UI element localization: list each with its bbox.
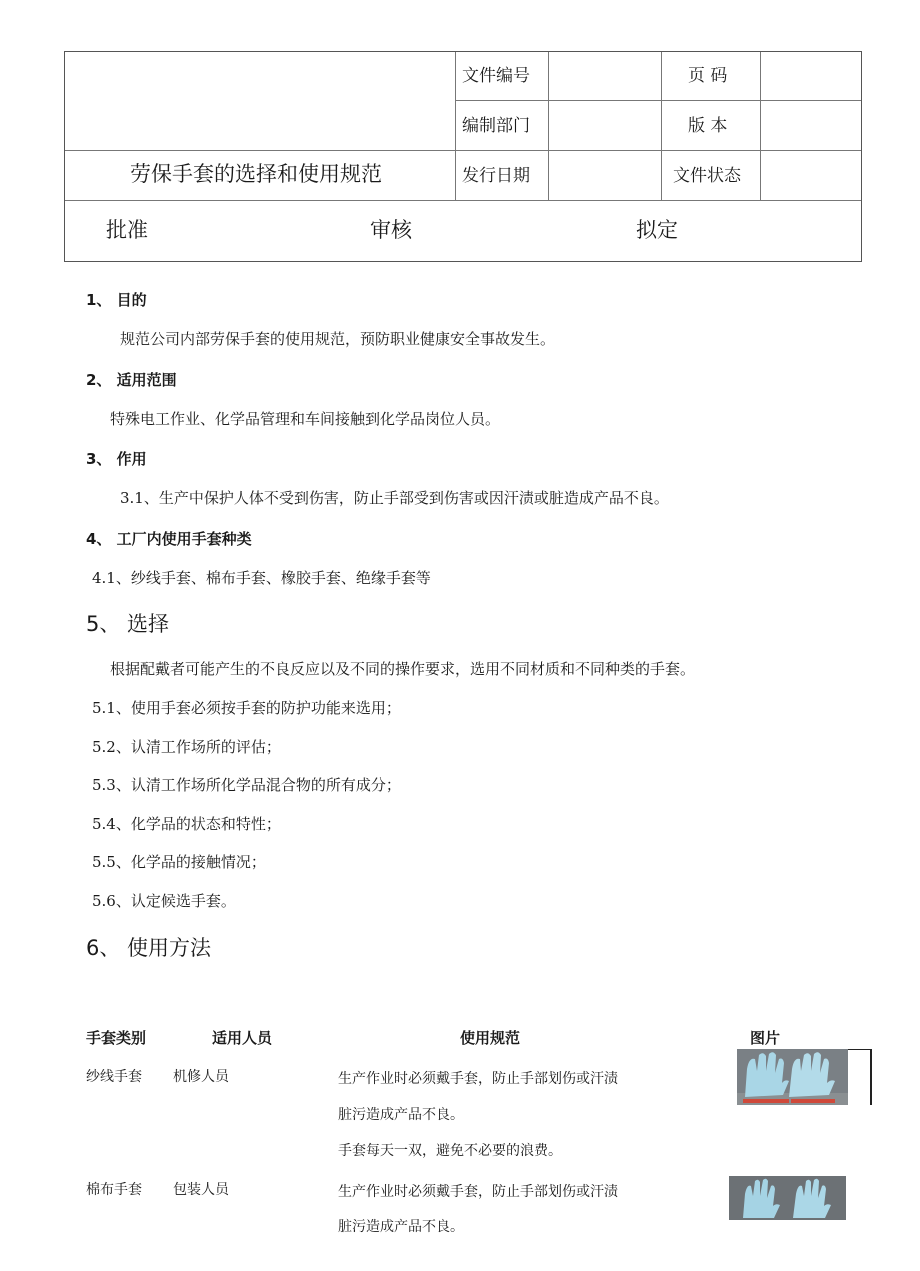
header-divider [760,52,761,200]
header-divider [548,52,549,200]
status-label: 文件状态 [673,166,741,186]
table-cell-rule: 生产作业时必须戴手套，防止手部划伤或汗渍 [338,1184,618,1200]
section-5-item: 5.2、认清工作场所的评估； [92,738,281,756]
review-label: 审核 [370,218,412,242]
table-cell-rule: 脏污造成产品不良。 [338,1219,464,1235]
version-label: 版 本 [688,116,728,136]
section-2-body: 特殊电工作业、化学品管理和车间接触到化学品岗位人员。 [110,410,501,428]
table-header-image: 图片 [750,1029,781,1047]
dept-label: 编制部门 [462,116,530,136]
section-2-title: 2、 适用范围 [86,371,177,389]
table-cell-type: 纱线手套 [86,1069,142,1085]
table-cell-staff: 机修人员 [173,1069,229,1085]
section-5-title: 5、 选择 [86,612,170,636]
section-6-title: 6、 使用方法 [86,936,212,960]
table-cell-rule: 生产作业时必须戴手套，防止手部划伤或汗渍 [338,1071,618,1087]
yarn-glove-image [737,1049,848,1105]
header-divider [65,150,861,151]
section-1-body: 规范公司内部劳保手套的使用规范，预防职业健康安全事故发生。 [120,330,556,348]
section-3-title: 3、 作用 [86,450,147,468]
image-frame [848,1049,872,1050]
doc-no-label: 文件编号 [462,66,530,86]
section-5-intro: 根据配戴者可能产生的不良反应以及不同的操作要求，选用不同材质和不同种类的手套。 [110,660,696,678]
section-5-item: 5.1、使用手套必须按手套的防护功能来选用； [92,699,401,717]
section-5-item: 5.6、认定候选手套。 [92,892,236,910]
table-cell-rule: 手套每天一双，避免不必要的浪费。 [338,1143,562,1159]
section-4-title: 4、 工厂内使用手套种类 [86,530,252,548]
section-1-title: 1、 目的 [86,291,147,309]
table-header-staff: 适用人员 [212,1029,273,1047]
header-divider [661,52,662,200]
cotton-glove-image [729,1176,846,1220]
header-divider [65,200,861,201]
image-frame [870,1049,872,1105]
header-divider [455,52,456,200]
table-cell-rule: 脏污造成产品不良。 [338,1107,464,1123]
page-label: 页 码 [688,66,728,86]
header-divider [455,100,861,101]
section-5-item: 5.3、认清工作场所化学品混合物的所有成分； [92,776,401,794]
section-5-item: 5.4、化学品的状态和特性； [92,815,281,833]
approve-label: 批准 [106,218,148,242]
document-title: 劳保手套的选择和使用规范 [130,162,382,186]
section-4-body: 4.1、纱线手套、棉布手套、橡胶手套、绝缘手套等 [92,569,431,587]
table-header-type: 手套类别 [86,1029,147,1047]
section-5-item: 5.5、化学品的接触情况； [92,853,266,871]
section-3-body: 3.1、生产中保护人体不受到伤害，防止手部受到伤害或因汗渍或脏造成产品不良。 [120,489,669,507]
draft-label: 拟定 [636,218,678,242]
issue-date-label: 发行日期 [462,166,530,186]
table-cell-type: 棉布手套 [86,1182,142,1198]
table-header-rule: 使用规范 [460,1029,521,1047]
table-cell-staff: 包装人员 [173,1182,229,1198]
